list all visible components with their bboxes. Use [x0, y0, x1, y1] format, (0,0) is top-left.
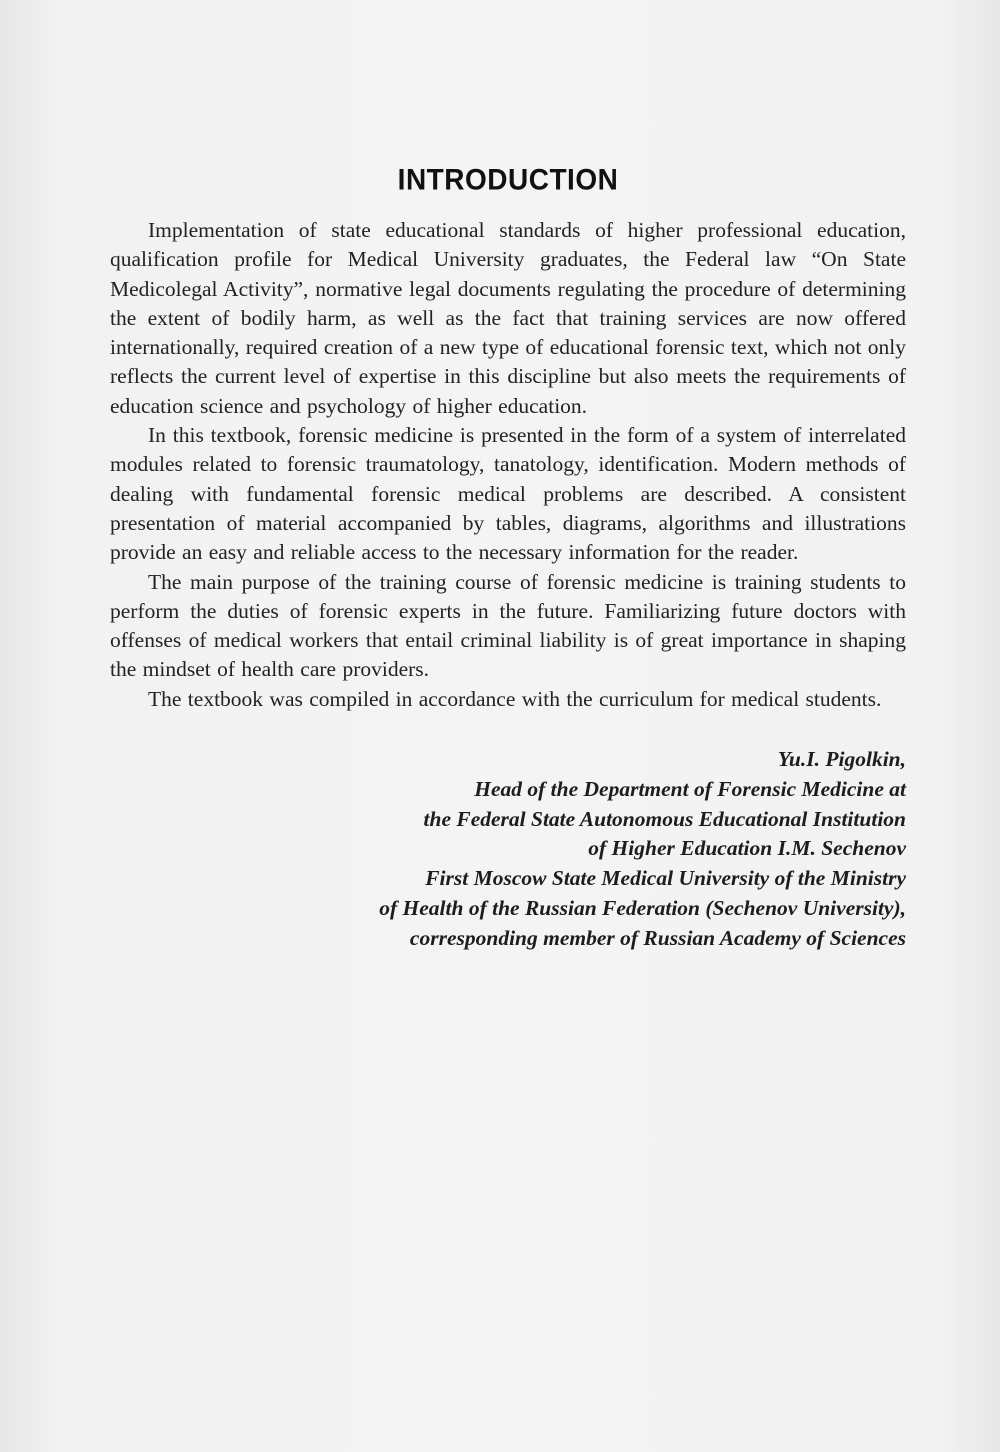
- paragraph-intro-3: The main purpose of the training course of forensic medicine is training students to perform the duties of forensic experts in the future. Familiarizing future doctors with offenses of medical workers that entail criminal liability is of great importance in shaping the mindset of health care providers.: [110, 569, 906, 682]
- paragraph-intro-2: In this textbook, forensic medicine is presented in the form of a system of interrelated modules related to forensic traumatology, tanatology, identification. Modern methods of dealing with fundamental forensic medical problems are described. A consistent presentation of material accompanied by tables, diagrams, algorithms and illustrations provide an easy and reliable access to the necessary information for the reader.: [110, 423, 906, 565]
- signature-line-title-1: Head of the Department of Forensic Medicine at: [474, 776, 906, 801]
- signature-line-title-6: corresponding member of Russian Academy of Sciences: [409, 925, 906, 950]
- paragraph-intro-4: The textbook was compiled in accordance with the curriculum for medical students.: [148, 686, 882, 711]
- signature-line-author: Yu.I. Pigolkin,: [777, 747, 906, 772]
- signature-line-title-2: the Federal State Autonomous Educational Institution: [423, 806, 906, 831]
- page-title: INTRODUCTION: [397, 163, 619, 196]
- signature-line-title-5: of Health of the Russian Federation (Sechenov University),: [379, 896, 906, 921]
- signature-line-title-3: of Higher Education I.M. Sechenov: [588, 836, 906, 861]
- paragraph-intro-1: Implementation of state educational standards of higher professional education, qualification profile for Medical University graduates, the Federal law “On State Medicolegal Activity”, normative legal documents regulating the procedure of determining the extent of bodily harm, as well as the fact that training services are now offered internationally, required creation of a new type of educational forensic text, which not only reflects the current level of expertise in this discipline but also meets the requirements of education science and psychology of higher education.: [110, 218, 906, 418]
- page-content: [110, 164, 906, 954]
- signature-block: [110, 745, 906, 954]
- signature-line-title-4: First Moscow State Medical University of the Ministry: [425, 866, 906, 891]
